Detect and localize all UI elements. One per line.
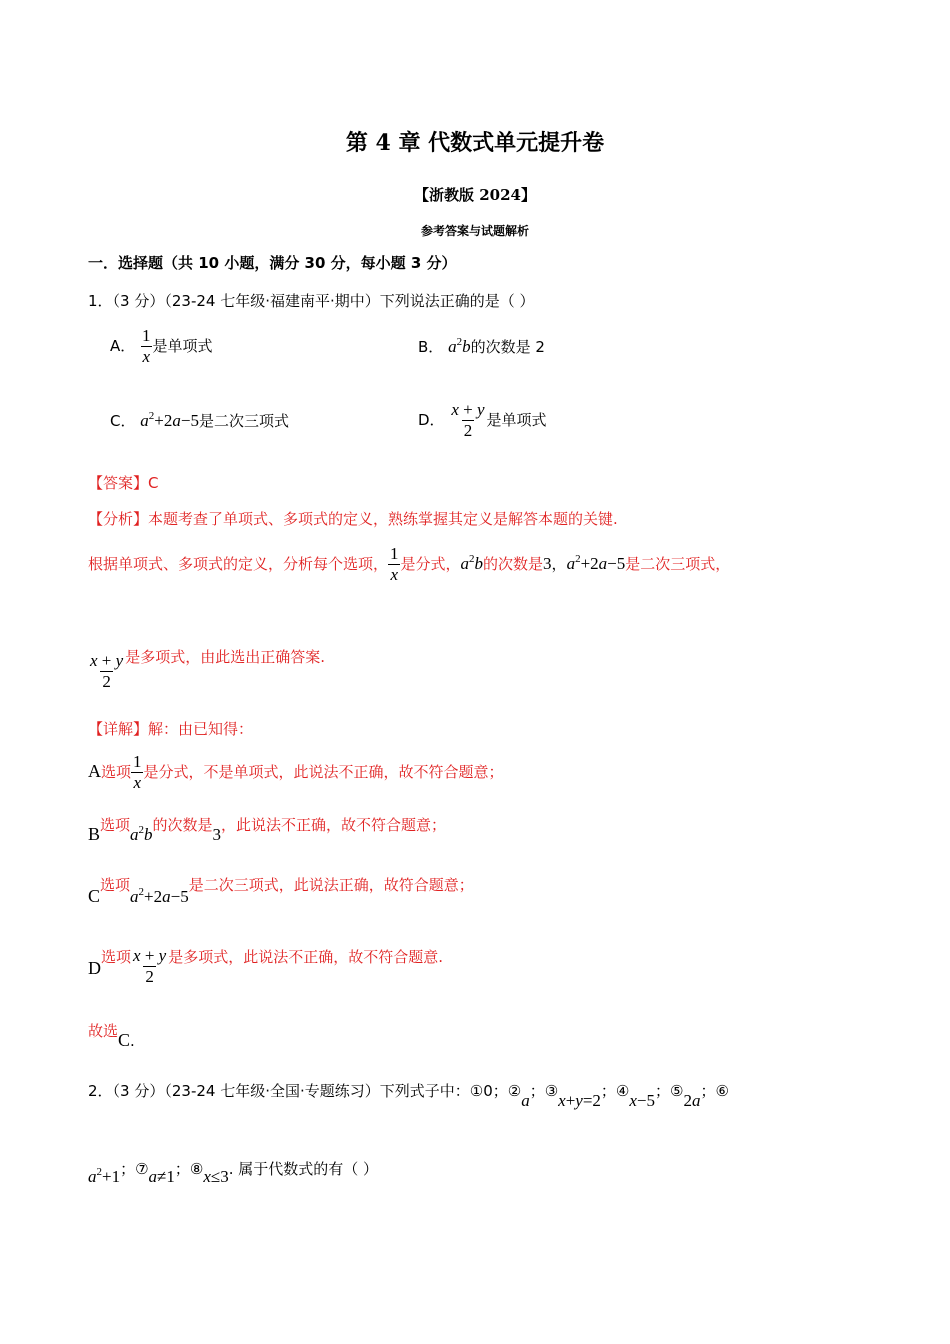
expr-a2-plus-2a-minus-5: $a^2+2a-5$ <box>140 410 199 430</box>
line-a-text: 是分式，不是单项式，此说法不正确，故不符合题意； <box>143 763 504 781</box>
page-title: 第 4 章 代数式单元提升卷 <box>345 130 605 156</box>
line-d-prefix: 选项 <box>101 948 132 966</box>
expr-a2b: $a^2b$ <box>460 553 484 573</box>
expr-a2-plus-2a-minus-5: $a^2+2a-5$ <box>566 553 626 573</box>
line-b-text: ，此说法不正确，故不符合题意； <box>221 816 447 834</box>
fraction-1-over-x: $\frac{1}{x}$ <box>133 752 142 792</box>
analysis-line-2: 根据单项式、多项式的定义，分析每个选项， $\frac{1}{x}$ 是分式，$a^2b$的次数是3，$a^2+2a-5$是二次三项式， <box>88 544 731 584</box>
question-2-line-1: 2．（3 分）（23-24 七年级·全国·专题练习）下列式子中：①0；②a；③x+y=2；④x−5；⑤2a；⑥ <box>88 1082 729 1110</box>
letter-c: C <box>88 886 101 906</box>
option-b-label: B． <box>418 338 444 356</box>
option-d-label: D． <box>418 411 445 429</box>
detail-line-a <box>88 752 504 793</box>
analysis-3: 是多项式，由此选出正确答案. <box>125 648 325 666</box>
detail: 【详解】解：由已知得： <box>88 720 254 738</box>
detail-line-c <box>88 874 474 907</box>
line-a-prefix: 选项 <box>101 763 132 781</box>
option-a-text: 是单项式 <box>152 337 213 355</box>
option-d-text: 是单项式 <box>486 411 547 429</box>
line-b-prefix: 选项 <box>100 816 131 834</box>
subtitle: 参考答案与试题解析 <box>420 224 529 238</box>
final-letter: C <box>118 1030 131 1050</box>
option-c <box>110 410 289 431</box>
edition-label: 【浙教版 2024】 <box>414 186 536 204</box>
fraction-x-plus-y-over-2: $\frac{x + y}{2}$ <box>133 946 167 986</box>
analysis: 【分析】本题考查了单项式、多项式的定义，熟练掌握其定义是解答本题的关键. <box>88 510 618 528</box>
analysis-2c: 的次数是 <box>483 555 544 573</box>
letter-d: D <box>88 958 101 978</box>
question-2-line-2: $a^2+1$；⑦a≠1；⑧x≤3. 属于代数式的有（ ） <box>88 1160 379 1186</box>
fraction-1-over-x: $\frac{1}{x}$ <box>390 544 399 584</box>
line-d-text: 是多项式，此说法不正确，故不符合题意. <box>168 948 443 966</box>
option-c-label: C． <box>110 412 136 430</box>
option-a-label: A． <box>110 337 136 355</box>
fraction-1-over-x: $\frac{1}{x}$ <box>142 326 151 366</box>
detail-line-d <box>88 946 443 987</box>
question-2-stem: 2．（3 分）（23-24 七年级·全国·专题练习）下列式子中：①0；② <box>88 1082 522 1100</box>
question-2-tail: 属于代数式的有（ ） <box>238 1160 379 1178</box>
option-d <box>418 400 547 441</box>
analysis-2b: 是分式， <box>400 555 461 573</box>
option-b-text: 的次数是 2 <box>470 338 545 356</box>
letter-a: A <box>88 761 101 781</box>
expr-a2-plus-2a-minus-5: $a^2+2a-5$ <box>130 886 189 906</box>
expr-a2b: $a^2b$ <box>448 336 471 356</box>
question-1-stem: 1．（3 分）（23-24 七年级·福建南平·期中）下列说法正确的是（ ） <box>88 292 535 310</box>
fraction-x-plus-y-over-2: $\frac{x + y}{2}$ <box>451 400 485 440</box>
option-a <box>110 326 213 367</box>
final-choice: 故选C. <box>88 1022 135 1050</box>
analysis-2d: 是二次三项式， <box>625 555 731 573</box>
line-c-prefix: 选项 <box>100 876 131 894</box>
section-heading: 一．选择题（共 10 小题，满分 30 分，每小题 3 分） <box>88 254 457 272</box>
line-c-text: 是二次三项式，此说法正确，故符合题意； <box>188 876 474 894</box>
letter-b: B <box>88 824 101 844</box>
option-c-text: 是二次三项式 <box>198 412 289 430</box>
final-prefix: 故选 <box>88 1022 119 1040</box>
detail-line-b: B选项$a^2b$的次数是3，此说法不正确，故不符合题意； <box>88 816 447 844</box>
fraction-x-plus-y-over-2: $\frac{x + y}{2}$ <box>90 651 124 691</box>
option-b <box>418 336 545 357</box>
expr-a2b: $a^2b$ <box>130 824 153 844</box>
analysis-2a: 根据单项式、多项式的定义，分析每个选项， <box>88 555 389 573</box>
answer: 【答案】C <box>88 474 159 492</box>
line-b-mid: 的次数是 <box>152 816 213 834</box>
analysis-line-3 <box>88 646 325 692</box>
